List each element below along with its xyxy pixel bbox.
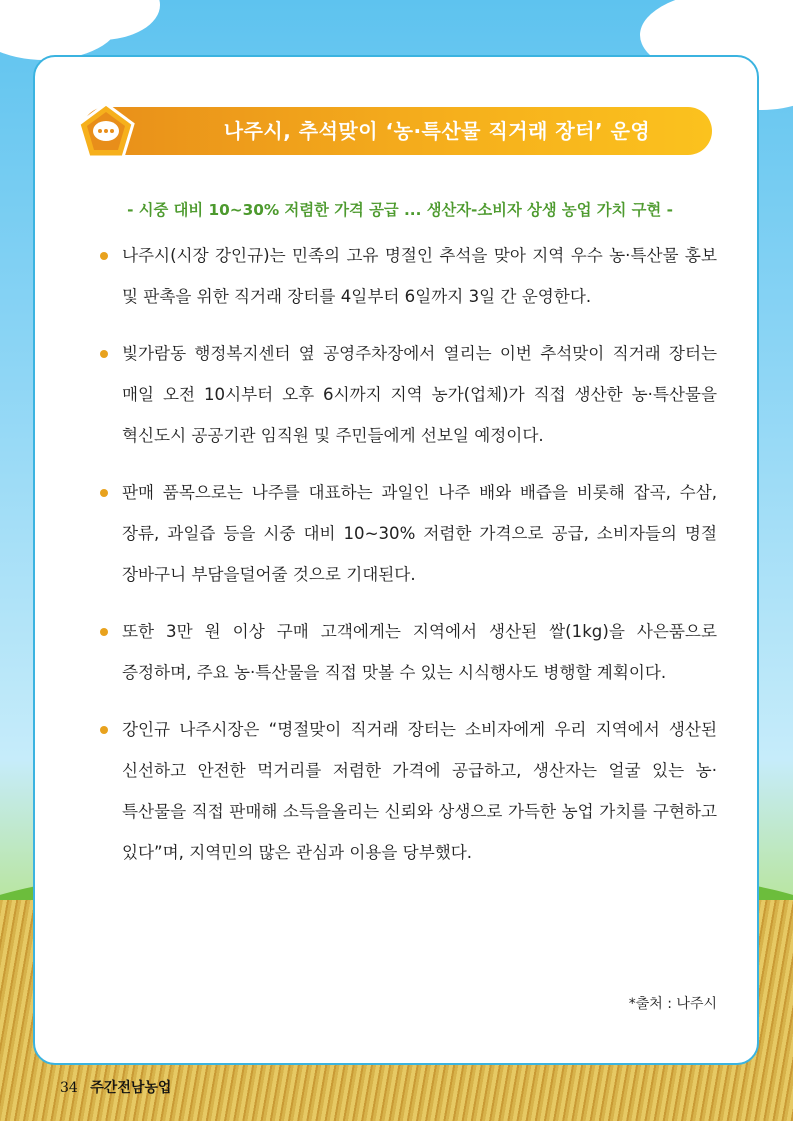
page-footer <box>60 1077 171 1097</box>
list-item <box>102 709 717 873</box>
bullet-dot-icon <box>100 252 108 260</box>
bullet-text: 판매 품목으로는 나주를 대표하는 과일인 나주 배와 배즙을 비롯해 잡곡, 수삼, 장류, 과일즙 등을 시중 대비 10~30% 저렴한 가격으로 공급, 소비자들의 명절 장바구니 부담을덜어줄 것으로 기대된다. <box>122 483 717 584</box>
bullet-dot-icon <box>100 350 108 358</box>
list-item <box>102 611 717 693</box>
bullet-text: 또한 3만 원 이상 구매 고객에게는 지역에서 생산된 쌀(1kg)을 사은품으로 증정하며, 주요 농·특산물을 직접 맛볼 수 있는 시식행사도 병행할 계획이다. <box>122 622 717 682</box>
bullet-text: 강인규 나주시장은 “명절맞이 직거래 장터는 소비자에게 우리 지역에서 생산된 신선하고 안전한 먹거리를 저렴한 가격에 공급하고, 생산자는 얼굴 있는 농·특산물을 직접 판매해 소득을올리는 신뢰와 상생으로 가득한 농업 가치를 구현하고 있다”며, 지역민의 많은 관심과 이용을 당부했다. <box>122 720 717 862</box>
page-number: 34 <box>60 1080 78 1096</box>
list-item <box>102 333 717 456</box>
source-credit: *출처 : 나주시 <box>628 996 717 1012</box>
bullet-text: 빛가람동 행정복지센터 옆 공영주차장에서 열리는 이번 추석맞이 직거래 장터는 매일 오전 10시부터 오후 6시까지 지역 농가(업체)가 직접 생산한 농·특산물을 혁신도시 공공기관 임직원 및 주민들에게 선보일 예정이다. <box>122 344 717 445</box>
speech-bubble-icon <box>76 101 136 161</box>
title-bar <box>82 107 712 155</box>
bullet-dot-icon <box>100 489 108 497</box>
bullet-dot-icon <box>100 628 108 636</box>
list-item <box>102 472 717 595</box>
bullet-dot-icon <box>100 726 108 734</box>
article-title: 나주시, 추석맞이 ‘농·특산물 직거래 장터’ 운영 <box>223 119 651 143</box>
bullet-text: 나주시(시장 강인규)는 민족의 고유 명절인 추석을 맞아 지역 우수 농·특산물 홍보 및 판촉을 위한 직거래 장터를 4일부터 6일까지 3일 간 운영한다. <box>122 246 717 306</box>
bullet-list <box>102 235 717 889</box>
list-item <box>102 235 717 317</box>
article-subtitle: - 시중 대비 10~30% 저렴한 가격 공급 ... 생산자-소비자 상생 농업 가치 구현 - <box>127 201 673 219</box>
magazine-name: 주간전남농업 <box>90 1080 172 1096</box>
